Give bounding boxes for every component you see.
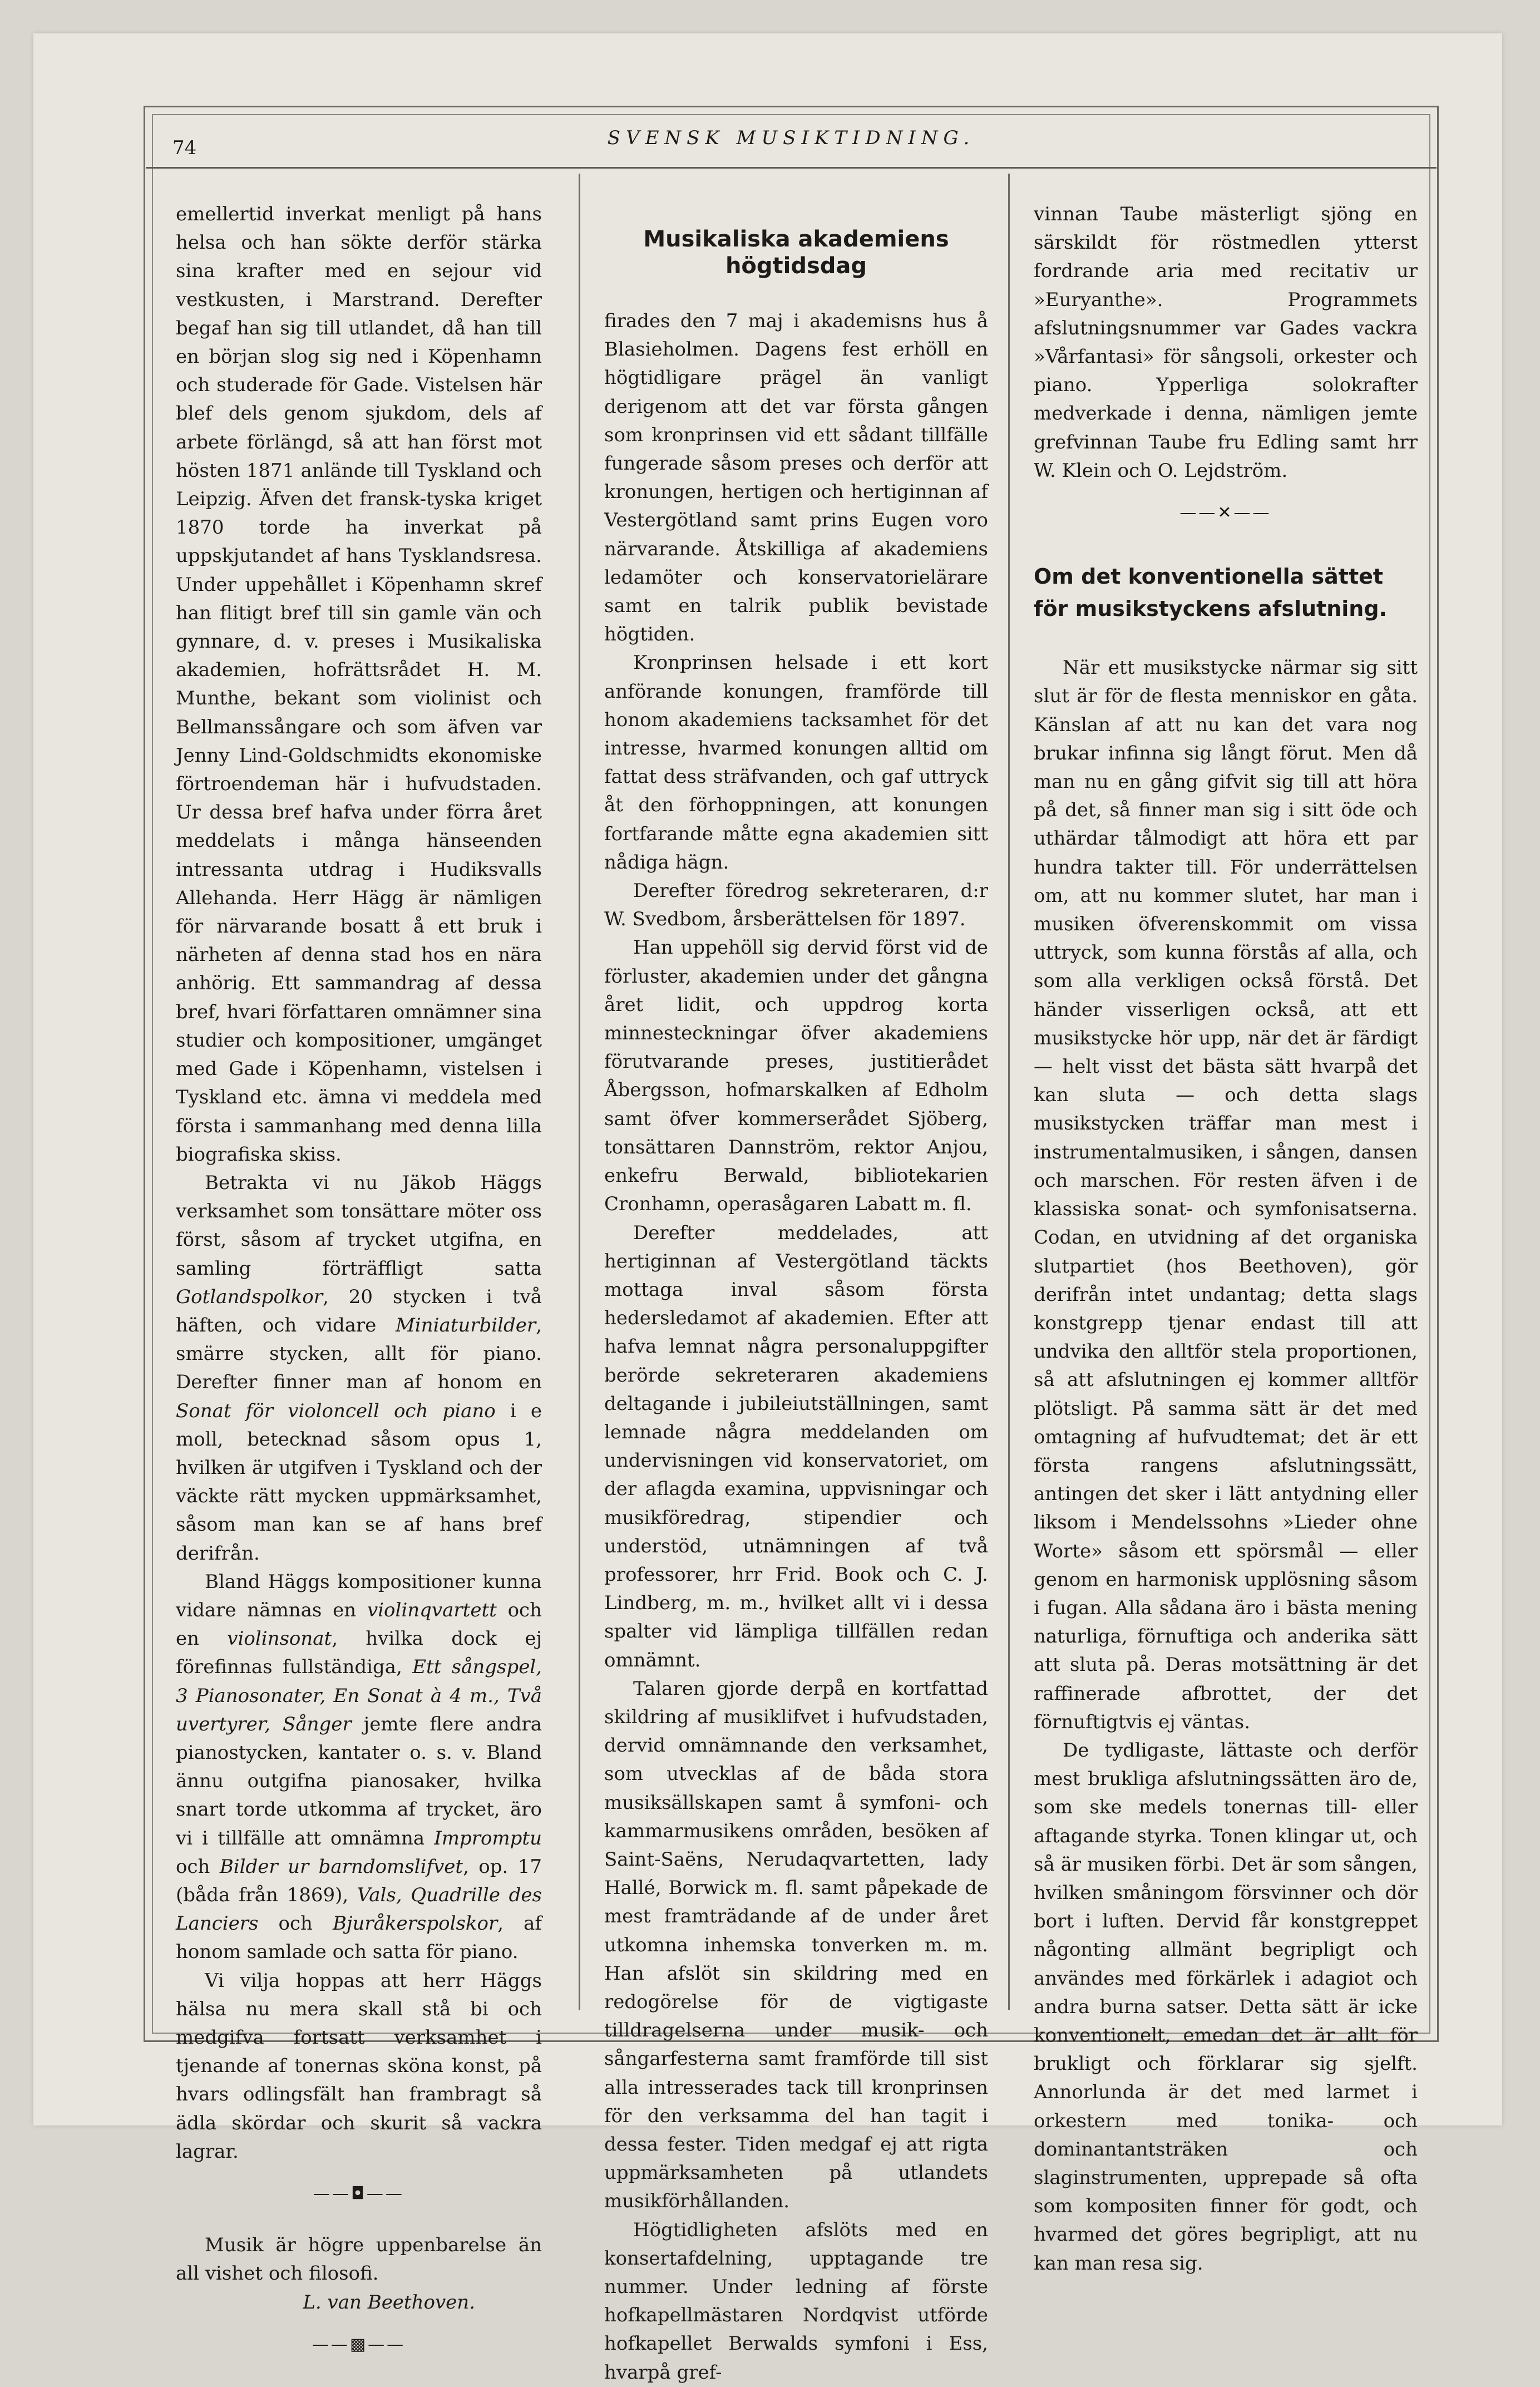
title-violinsonat: violinsonat [227, 1628, 332, 1650]
col3-paragraph-3: De tydligaste, lättaste och derför mest brukliga afslutningssätten äro de, som ske medels tonernas till- eller aftagande styrka. Tonen klingar ut, och så är musiken förbi. Det är som sången, hvilken småningom försvinner och dör bort i luften. Dervid får konstgreppet någonting allmänt begripligt och användes med förkärlek i adagiot och andra burna satser. Detta sätt är icke konventionelt, emedan det är allt för brukligt och förklarar sig sjelft. Annorlunda är det med larmet i orkestern med tonika- och dominantantsträken och slaginstrumenten, upprepade så ofta som kompositen finner för godt, och hvarmed det göres begripligt, att nu kan man resa sig. [1034, 1739, 1418, 2275]
header-rule [146, 167, 1437, 169]
col2-paragraph-5: Derefter meddelades, att hertiginnan af Vestergötland täckts mottaga inval såsom första hedersledamot af akademien. Efter att hafva lemnat några personaluppgifter berörde sekreteraren akademiens deltagande i jubileiutställningen, samt lemnade några meddelanden om undervisningen vid konservatoriet, om der aflagda examina, uppvisningar och musikföredrag, stipendier och understöd, utnämningen af två professorer, hrr Frid. Book och C. J. Lindberg, m. m., hvilket allt vi i dessa spalter vid lämpliga tillfällen redan omnämnt. [604, 1221, 988, 1671]
col2-paragraph-2: Kronprinsen helsade i ett kort anförande konungen, framförde till honom akademiens tacksamhet för det intresse, hvarmed konungen alltid om fattat dess sträfvanden, och gaf uttryck åt den förhoppningen, att konungen fortfarande måtte egna akademien sitt nådiga hägn. [604, 652, 988, 874]
text-run: , af honom samlade och satta för piano. [176, 1912, 542, 1964]
column-2 [604, 200, 988, 2387]
text-run: , op. 17 (båda från 1869), [176, 1855, 542, 1906]
article-headline-afslutning: Om det konventionella sättet för musikstyckens afslutning. [1034, 564, 1387, 622]
title-impromptu: Impromptu [434, 1827, 542, 1850]
column-divider-2 [1008, 174, 1010, 2010]
col2-paragraph-3: Derefter föredrog sekreteraren, d:r W. Svedbom, årsberättelsen för 1897. [604, 880, 988, 931]
ornament-divider-3: ——✕—— [1179, 503, 1272, 523]
column-3 [1034, 200, 1418, 2278]
col1-paragraph-4: Vi vilja hoppas att herr Häggs hälsa nu mera skall stå bi och medgifva fortsatt verksamhet i tjenande af tonernas sköna konst, på hvars odlingsfält han frambragt så ädla skördar och skurit så vackra lagrar. [176, 1969, 542, 2163]
masthead-title: SVENSK MUSIKTIDNING. [607, 127, 975, 149]
col2-paragraph-1: firades den 7 maj i akademisns hus å Blasieholmen. Dagens fest erhöll en högtidligare prägel än vanligt derigenom att det var första gången som kronprinsen vid ett sådant tillfälle fungerade såsom preses och derför att kronungen, hertigen och hertiginnan af Vestergötland samt prins Eugen voro närvarande. Åtskilliga af akademiens ledamöter och konservatorielärare samt en talrik publik bevistade högtiden. [604, 310, 988, 646]
title-miniaturbilder: Miniaturbilder [395, 1314, 536, 1336]
col3-paragraph-1: vinnan Taube mästerligt sjöng en särskildt för röstmedlen ytterst fordrande aria med recitativ ur »Euryanthe». Programmets afslutningsnummer var Gades vackra »Vårfantasi» för sångsoli, orkester och piano. Ypperliga solokrafter medverkade i denna, nämligen jemte grefvinnan Taube fru Edling samt hrr W. Klein och O. Lejdström. [1034, 203, 1418, 482]
title-sonat: Sonat för violoncell och piano [176, 1399, 496, 1422]
text-run: och en [176, 1599, 542, 1650]
text-run: i e moll, betecknad såsom opus 1, hvilken är utgifven i Tyskland och der väckte rätt mycken uppmärksamhet, såsom man kan se af hans bref derifrån. [176, 1399, 542, 1565]
title-bjurakerspolskor: Bjuråkerspolskor [333, 1912, 498, 1935]
col1-paragraph-3 [176, 1568, 542, 1967]
ornament-divider-1: ——◘—— [313, 2184, 404, 2204]
col1-paragraph-1: emellertid inverkat menligt på hans helsa och han sökte derför stärka sina krafter med en sejour vid vestkusten, i Marstrand. Derefter begaf han sig till utlandet, då han till en början slog sig ned i Köpenhamn och studerade för Gade. Vistelsen här blef dels genom sjukdom, dels af arbete förlängd, så att han först mot hösten 1871 anlände till Tyskland och Leipzig. Äfven det fransk-tyska kriget 1870 torde ha inverkat på uppskjutandet af hans Tysklandsresa. Under uppehållet i Köpenhamn skref han flitigt bref till sin gamle vän och gynnare, d. v. preses i Musikaliska akademien, hofrättsrådet H. M. Munthe, bekant som violinist och Bellmanssångare och som äfven var Jenny Lind-Goldschmidts ekonomiske förtroendeman här i hufvudstaden. Ur dessa bref hafva under förra året meddelats i många hänseenden intressanta utdrag i Hudiksvalls Allehanda. Herr Hägg är nämligen för närvarande bosatt å ett bruk i närheten af denna stad hos en nära anhörig. Ett sammandrag af dessa bref, hvari författaren omnämner sina studier och kompositioner, umgänget med Gade i Köpenhamn, vistelsen i Tyskland etc. ämna vi meddela med första i sammanhang med denna lilla biografiska skiss. [176, 203, 542, 1166]
column-1 [176, 200, 542, 2372]
col2-paragraph-4: Han uppehöll sig dervid först vid de förluster, akademien under det gångna året lidit, och uppdrog korta minnesteckningar öfver akademiens förutvarande preses, justitierådet Åbergsson, hofmarskalken af Edholm samt öfver kommerserådet Sjöberg, tonsättaren Dannström, rektor Anjou, enkefru Berwald, bibliotekarien Cronhamn, operasågaren Labatt m. fl. [604, 936, 988, 1216]
text-run: Betrakta vi nu Jäkob Häggs verksamhet som tonsättare möter oss först, såsom af trycket utgifna, en samling förträffligt satta [176, 1171, 542, 1280]
column-divider-1 [579, 174, 580, 2010]
text-run: , hvilka dock ej förefinnas fullständiga, [176, 1628, 542, 1679]
col2-paragraph-6: Talaren gjorde derpå en kortfattad skildring af musiklifvet i hufvudstaden, dervid omnämnande den verksamhet, som utvecklas af de båda stora musiksällskapen samt å symfoni- och kammarmusikens områden, besöken af Saint-Saëns, Nerudaqvartetten, lady Hallé, Borwick m. fl. samt påpekade de mest framträdande af de under året utkomna inhemska tonverken m. m. Han afslöt sin skildring med en redogörelse för de vigtigaste tilldragelserna under musik- och sångarfesterna samt framförde till sist alla intresserades tack till kronprinsen för den verksamma del han tagit i dessa fester. Tiden medgaf ej att rigta uppmärksamheten på utlandets musikförhållanden. [604, 1677, 988, 2213]
quote-attribution: L. van Beethoven. [303, 2291, 475, 2314]
article-headline-akademien: Musikaliska akademiens högtidsdag [643, 226, 949, 279]
text-run: och [258, 1912, 333, 1935]
page-header [144, 106, 1439, 168]
title-vals: Vals, Quadrille des Lanciers [176, 1883, 542, 1935]
col3-paragraph-2: När ett musikstycke närmar sig sitt slut är för de flesta menniskor en gåta. Känslan af att nu kan det vara nog brukar infinna sig långt förut. Men då man nu en gång gifvit sig till att höra på det, så finner man sig i sitt öde och uthärdar tålmodigt att höra ett par hundra takter till. För underrättelsen om, att nu kommer slutet, har man i musiken öfverenskommit om vissa uttryck, som kunna förstås af alla, och som alla verkligen också förstå. Det händer visserligen också, att ett musikstycke hör upp, när det är färdigt — helt visst det bästa sätt hvarpå det kan sluta — och detta slags musikstycken träffar man mest i instrumentalmusiken, i sången, dansen och marschen. För resten äfven i de klassiska sonat- och symfonisatserna. Codan, en utvidning af det organiska slutpartiet (hos Beethoven), gör derifrån intet undantag; detta slags konstgrepp tjenar endast till att undvika den alltför stela proportionen, så att afslutningen ej kommer alltför plötsligt. På samma sätt är det med omtagning af hufvudtemat; det är ett första rangens afslutningssätt, antingen det sker i lätt antydning eller liksom i Mendelssohns »Lieder ohne Worte» såsom ett spörsmål — eller genom en harmonisk upplösning såsom i fugan. Alla sådana äro i bästa mening naturliga, förnuftiga och anderika sätt att sluta på. Deras motsättning är det raffinerade afbrottet, der det förnuftigtvis ej väntas. [1034, 657, 1418, 1733]
title-bilder: Bilder ur barndomslifvet [219, 1855, 463, 1878]
text-run: jemte flere andra pianostycken, kantater o. s. v. Bland ännu outgifna pianosaker, hvilka snart torde utkomma af trycket, äro vi i tillfälle att omnämna [176, 1713, 542, 1850]
page-number: 74 [172, 137, 197, 159]
beethoven-quote: Musik är högre uppenbarelse än all vishet och filosofi. [176, 2234, 542, 2285]
title-gotlandspolkor: Gotlandspolkor [176, 1285, 323, 1308]
text-run: , 20 stycken i två häften, och vidare [176, 1285, 542, 1336]
col2-paragraph-7: Högtidligheten afslöts med en konsertafdelning, upptagande tre nummer. Under ledning af förste hofkapellmästaren Nordqvist utförde hofkapellet Berwalds symfoni i Ess, hvarpå gref- [604, 2218, 988, 2384]
col1-paragraph-2 [176, 1169, 542, 1568]
title-works-list: Ett sångspel, 3 Pianosonater, En Sonat à 4 m., Två uvertyrer, Sånger [176, 1656, 542, 1735]
text-run: och [176, 1855, 220, 1878]
ornament-divider-2: ——▩—— [312, 2334, 406, 2354]
title-violinqvartett: violinqvartett [367, 1599, 497, 1621]
text-run: Bland Häggs kompositioner kunna vidare nämnas en [176, 1570, 542, 1621]
text-run: , smärre stycken, allt för piano. Derefter finner man af honom en [176, 1314, 542, 1394]
